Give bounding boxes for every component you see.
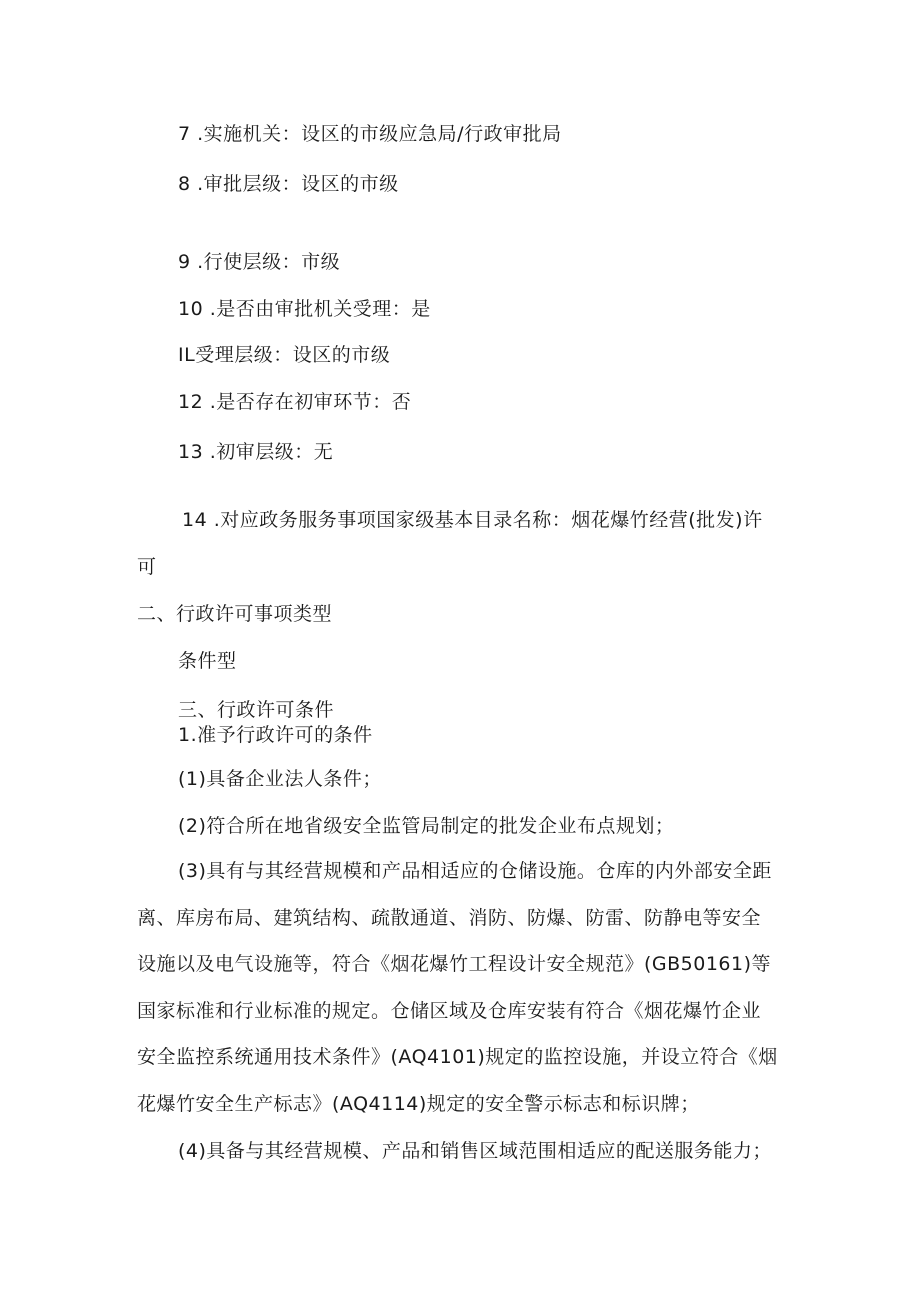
condition-3-line-3: 设施以及电气设施等，符合《烟花爆竹工程设计安全规范》(GB50161)等 (137, 953, 772, 975)
item-9: 9 .行使层级：市级 (178, 251, 341, 273)
condition-3-line-6: 花爆竹安全生产标志》(AQ4114)规定的安全警示标志和标识牌； (137, 1093, 700, 1115)
item-10: 10 .是否由审批机关受理：是 (178, 298, 431, 320)
condition-4: (4)具备与其经营规模、产品和销售区域范围相适应的配送服务能力； (178, 1140, 772, 1162)
section-3-heading: 三、行政许可条件 (178, 699, 335, 721)
item-14-line2: 可 (137, 556, 157, 578)
item-14-line1: 14 .对应政务服务事项国家级基本目录名称：烟花爆竹经营(批发)许 (182, 509, 763, 531)
condition-2: (2)符合所在地省级安全监管局制定的批发企业布点规划； (178, 815, 675, 837)
section-2-heading: 二、行政许可事项类型 (137, 603, 333, 625)
item-11: IL受理层级：设区的市级 (178, 344, 391, 366)
condition-3-line-4: 国家标准和行业标准的规定。仓储区域及仓库安装有符合《烟花爆竹企业 (137, 1000, 762, 1022)
item-13: 13 .初审层级：无 (178, 441, 334, 463)
section-2-body: 条件型 (178, 650, 237, 672)
section-3-subheading: 1.准予行政许可的条件 (178, 724, 373, 746)
condition-3-line-5: 安全监控系统通用技术条件》(AQ4101)规定的监控设施，并设立符合《烟 (137, 1046, 778, 1068)
condition-3-line-1: (3)具有与其经营规模和产品相适应的仓储设施。仓库的内外部安全距 (178, 860, 772, 882)
condition-1: (1)具备企业法人条件； (178, 768, 382, 790)
item-12: 12 .是否存在初审环节：否 (178, 391, 412, 413)
item-7: 7 .实施机关：设区的市级应急局/行政审批局 (178, 123, 562, 145)
item-8: 8 .审批层级：设区的市级 (178, 173, 399, 195)
condition-3-line-2: 离、库房布局、建筑结构、疏散通道、消防、防爆、防雷、防静电等安全 (137, 907, 762, 929)
